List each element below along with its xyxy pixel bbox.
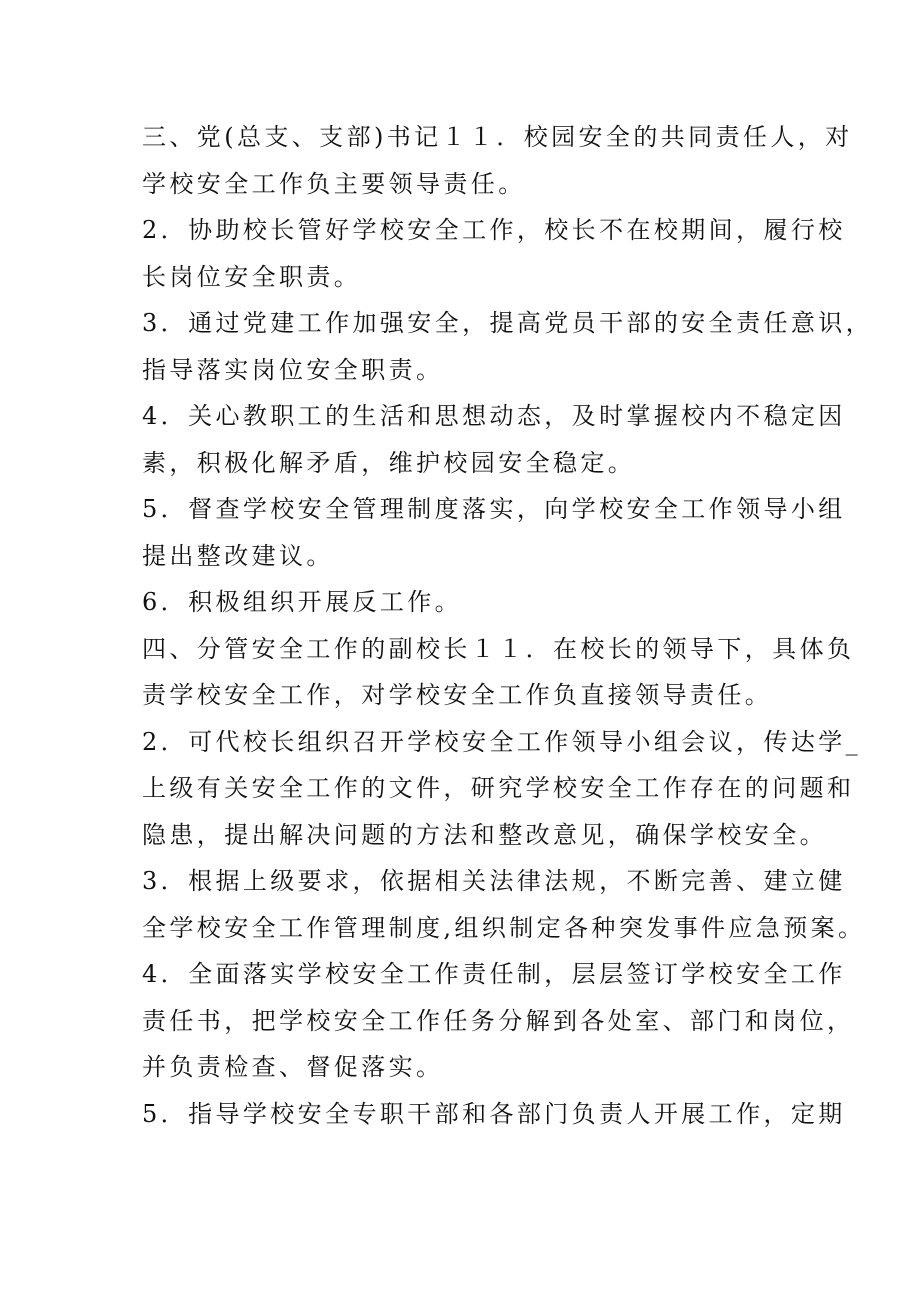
text-line: 2．协助校长管好学校安全工作，校长不在校期间，履行校: [142, 216, 846, 244]
text-line: 5．督查学校安全管理制度落实，向学校安全工作领导小组: [142, 495, 846, 523]
text-line: 责任书，把学校安全工作任务分解到各处室、部门和岗位，: [142, 1006, 855, 1035]
text-line: 学校安全工作负主要领导责任。: [142, 169, 526, 198]
document-body: [142, 114, 874, 1137]
paragraph-item-2: [142, 207, 846, 300]
text-line: 4．关心教职工的生活和思想动态，及时掌握校内不稳定因: [142, 402, 846, 430]
text-line: 5．指导学校安全专职干部和各部门负责人开展工作，定期: [142, 1099, 846, 1128]
text-line: 隐患，提出解决问题的方法和整改意见，确保学校安全。: [142, 820, 827, 849]
text-line: 四、分管安全工作的副校长１１．在校长的领导下，具体负: [142, 634, 855, 663]
text-line: 6．积极组织开展反工作。: [142, 588, 463, 616]
text-line: 2．可代校长组织召开学校安全工作领导小组会议，传达学_: [142, 727, 862, 756]
text-line: 3．根据上级要求，依据相关法律法规，不断完善、建立健: [142, 867, 846, 895]
paragraph-item-6: [142, 579, 822, 626]
paragraph-vp-item-2: [142, 719, 862, 859]
text-line: 全学校安全工作管理制度,组织制定各种突发事件应急预案。: [142, 913, 866, 942]
text-line: 上级有关安全工作的文件，研究学校安全工作存在的问题和: [142, 774, 855, 802]
text-line: 长岗位安全职责。: [142, 262, 362, 291]
paragraph-party-secretary: [142, 114, 853, 207]
paragraph-vp-item-4: [142, 951, 855, 1091]
text-line: 提出整改建议。: [142, 541, 334, 570]
paragraph-vp-item-5: [142, 1091, 846, 1138]
paragraph-item-5: [142, 486, 846, 579]
text-line: 3．通过党建工作加强安全，提高党员干部的安全责任意识，: [142, 309, 874, 337]
paragraph-item-4: [142, 393, 846, 486]
paragraph-vp-item-3: [142, 858, 866, 951]
text-line: 责学校安全工作，对学校安全工作负直接领导责任。: [142, 681, 773, 709]
text-line: 三、党(总支、支部)书记１１．校园安全的共同责任人，对: [142, 123, 853, 151]
text-line: 并负责检查、督促落实。: [142, 1053, 444, 1081]
paragraph-vice-principal: [142, 626, 855, 719]
text-line: 4．全面落实学校安全工作责任制，层层签订学校安全工作: [142, 960, 846, 988]
paragraph-item-3: [142, 300, 874, 393]
text-line: 指导落实岗位安全职责。: [142, 355, 444, 384]
text-line: 素，积极化解矛盾，维护校园安全稳定。: [142, 448, 636, 477]
